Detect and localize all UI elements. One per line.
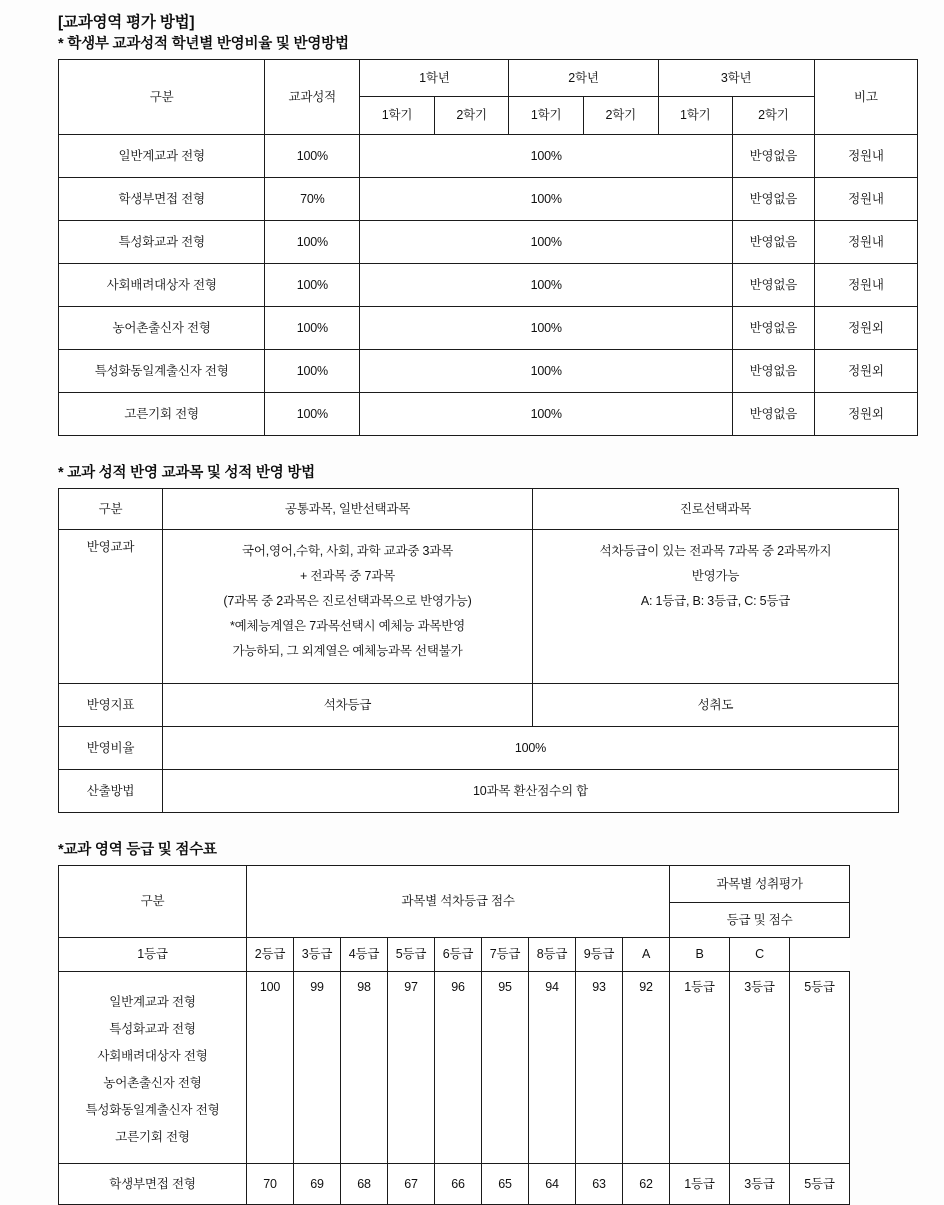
row-score: 100%: [265, 350, 360, 393]
table-body: [59, 530, 899, 813]
header-g1-sem1: 1학기: [360, 97, 435, 135]
index-common-value: 석차등급: [163, 684, 533, 727]
score-cell: 69: [294, 1164, 341, 1205]
row-span-ratio: 100%: [360, 350, 733, 393]
score-cell: 66: [435, 1164, 482, 1205]
detail-line: *예체능계열은 7과목선택시 예체능 과목반영: [230, 619, 465, 633]
header-career-subjects: 진로선택과목: [533, 489, 899, 530]
header-rank-3: 3등급: [294, 938, 341, 972]
table-body: [59, 972, 850, 1205]
header-rank-4: 4등급: [341, 938, 388, 972]
method-value: 10과목 환산점수의 합: [163, 770, 899, 813]
header-rank-2: 2등급: [247, 938, 294, 972]
header-rank-5: 5등급: [388, 938, 435, 972]
row-span-ratio: 100%: [360, 264, 733, 307]
row-score: 70%: [265, 178, 360, 221]
row-span-ratio: 100%: [360, 178, 733, 221]
table-header-row: [59, 489, 899, 530]
row-bigo: 정원외: [814, 307, 917, 350]
detail-line: 반영가능: [691, 569, 740, 583]
header-achievement-b: B: [670, 938, 730, 972]
row-last-sem: 반영없음: [733, 178, 815, 221]
header-achievement-line2: 등급 및 점수: [670, 903, 850, 938]
row-name: 농어촌출신자 전형: [103, 1075, 202, 1090]
row-label-method: 산출방법: [59, 770, 163, 813]
row-name: 학생부면접 전형: [59, 1164, 247, 1205]
row-name: 특성화동일계출신자 전형: [85, 1102, 220, 1117]
row-last-sem: 반영없음: [733, 135, 815, 178]
row-last-sem: 반영없음: [733, 221, 815, 264]
table-row-index: [59, 684, 899, 727]
score-cell: 68: [341, 1164, 388, 1205]
row-span-ratio: 100%: [360, 307, 733, 350]
header-g2-sem2: 2학기: [583, 97, 658, 135]
header-rank-6: 6등급: [435, 938, 482, 972]
header-score: 교과성적: [265, 60, 360, 135]
table-row: [59, 178, 918, 221]
row-name: 특성화교과 전형: [109, 1021, 196, 1036]
row-name: 고른기회 전형: [115, 1129, 190, 1144]
row-name: 특성화동일계출신자 전형: [59, 350, 265, 393]
table-row-ratio: [59, 727, 899, 770]
score-cell: 98: [341, 972, 388, 1164]
row-last-sem: 반영없음: [733, 350, 815, 393]
table-row-subjects: [59, 530, 899, 684]
header-g3-sem2: 2학기: [733, 97, 815, 135]
table-header-row: [59, 866, 850, 903]
table-row: [59, 350, 918, 393]
career-subjects-detail: [533, 530, 899, 684]
score-cell: 96: [435, 972, 482, 1164]
section-2-heading: * 교과 성적 반영 교과목 및 성적 반영 방법: [58, 465, 315, 481]
header-rank-score: 과목별 석차등급 점수: [247, 866, 670, 938]
score-cell: 92: [623, 972, 670, 1164]
achievement-cell: 3등급: [730, 1164, 790, 1205]
section-3-heading: *교과 영역 등급 및 점수표: [58, 842, 217, 858]
row-bigo: 정원내: [814, 135, 917, 178]
row-label-subjects: 반영교과: [59, 530, 163, 684]
detail-line: 가능하되, 그 외계열은 예체능과목 선택불가: [232, 644, 463, 658]
grade-score-conversion-table: [58, 865, 850, 1205]
detail-line: (7과목 중 2과목은 진로선택과목으로 반영가능): [223, 594, 472, 608]
header-grade2: 2학년: [509, 60, 658, 97]
score-cell: 99: [294, 972, 341, 1164]
row-name: 학생부면접 전형: [59, 178, 265, 221]
header-achievement-c: C: [730, 938, 790, 972]
table-header-row: [59, 60, 918, 97]
score-cell: 63: [576, 1164, 623, 1205]
score-cell: 100: [247, 972, 294, 1164]
row-score: 100%: [265, 221, 360, 264]
header-g1-sem2: 2학기: [434, 97, 509, 135]
score-cell: 97: [388, 972, 435, 1164]
row-span-ratio: 100%: [360, 221, 733, 264]
row-name: 일반계교과 전형: [109, 994, 196, 1009]
table-row: [59, 221, 918, 264]
score-cell: 94: [529, 972, 576, 1164]
row-span-ratio: 100%: [360, 135, 733, 178]
header-g3-sem1: 1학기: [658, 97, 733, 135]
score-cell: 95: [482, 972, 529, 1164]
header-gubun: 구분: [59, 60, 265, 135]
page-title: [교과영역 평가 방법]: [58, 14, 195, 31]
index-career-value: 성취도: [533, 684, 899, 727]
row-score: 100%: [265, 264, 360, 307]
row-score: 100%: [265, 393, 360, 436]
section-1-heading: * 학생부 교과성적 학년별 반영비율 및 반영방법: [58, 36, 349, 52]
row-last-sem: 반영없음: [733, 393, 815, 436]
detail-line: + 전과목 중 7과목: [300, 569, 395, 583]
row-label-index: 반영지표: [59, 684, 163, 727]
row-name: 사회배려대상자 전형: [97, 1048, 208, 1063]
row-bigo: 정원내: [814, 221, 917, 264]
detail-line: 석차등급이 있는 전과목 7과목 중 2과목까지: [599, 544, 832, 558]
table-body: [59, 135, 918, 436]
score-cell: 70: [247, 1164, 294, 1205]
ratio-value: 100%: [163, 727, 899, 770]
header-common-subjects: 공통과목, 일반선택과목: [163, 489, 533, 530]
header-rank-8: 8등급: [529, 938, 576, 972]
table-row: [59, 135, 918, 178]
table-subheader-row: [59, 938, 850, 972]
score-cell: 67: [388, 1164, 435, 1205]
table-row: [59, 264, 918, 307]
achievement-cell: 5등급: [790, 1164, 850, 1205]
header-g2-sem1: 1학기: [509, 97, 584, 135]
table-row: [59, 972, 850, 1164]
header-grade3: 3학년: [658, 60, 814, 97]
row-bigo: 정원외: [814, 393, 917, 436]
table-row: [59, 1164, 850, 1205]
score-cell: 93: [576, 972, 623, 1164]
row-bigo: 정원내: [814, 264, 917, 307]
score-cell: 64: [529, 1164, 576, 1205]
header-rank-7: 7등급: [482, 938, 529, 972]
row-last-sem: 반영없음: [733, 307, 815, 350]
score-cell: 62: [623, 1164, 670, 1205]
header-grade1: 1학년: [360, 60, 509, 97]
row-name: 농어촌출신자 전형: [59, 307, 265, 350]
header-achievement-line1: 과목별 성취평가: [670, 866, 850, 903]
table-row: [59, 393, 918, 436]
detail-line: 국어,영어,수학, 사회, 과학 교과중 3과목: [241, 544, 454, 558]
row-score: 100%: [265, 307, 360, 350]
header-rank-9: 9등급: [576, 938, 623, 972]
header-bigo: 비고: [814, 60, 917, 135]
table-row-method: [59, 770, 899, 813]
header-achievement-a: A: [623, 938, 670, 972]
score-cell: 65: [482, 1164, 529, 1205]
row-score: 100%: [265, 135, 360, 178]
header-gubun: 구분: [59, 866, 247, 938]
row-name: 특성화교과 전형: [59, 221, 265, 264]
row-name: 사회배려대상자 전형: [59, 264, 265, 307]
row-bigo: 정원외: [814, 350, 917, 393]
header-rank-1: 1등급: [59, 938, 247, 972]
common-subjects-detail: [163, 530, 533, 684]
detail-line: A: 1등급, B: 3등급, C: 5등급: [640, 594, 791, 608]
table-row: [59, 307, 918, 350]
row-name: 일반계교과 전형: [59, 135, 265, 178]
achievement-cell: 1등급: [670, 972, 730, 1164]
row-bigo: 정원내: [814, 178, 917, 221]
achievement-cell: 5등급: [790, 972, 850, 1164]
header-gubun: 구분: [59, 489, 163, 530]
row-label-ratio: 반영비율: [59, 727, 163, 770]
achievement-cell: 3등급: [730, 972, 790, 1164]
row-span-ratio: 100%: [360, 393, 733, 436]
row-last-sem: 반영없음: [733, 264, 815, 307]
grade-reflection-ratio-table: [58, 59, 918, 436]
row-name-group: [59, 972, 247, 1164]
subject-reflection-method-table: [58, 488, 899, 813]
achievement-cell: 1등급: [670, 1164, 730, 1205]
row-name: 고른기회 전형: [59, 393, 265, 436]
